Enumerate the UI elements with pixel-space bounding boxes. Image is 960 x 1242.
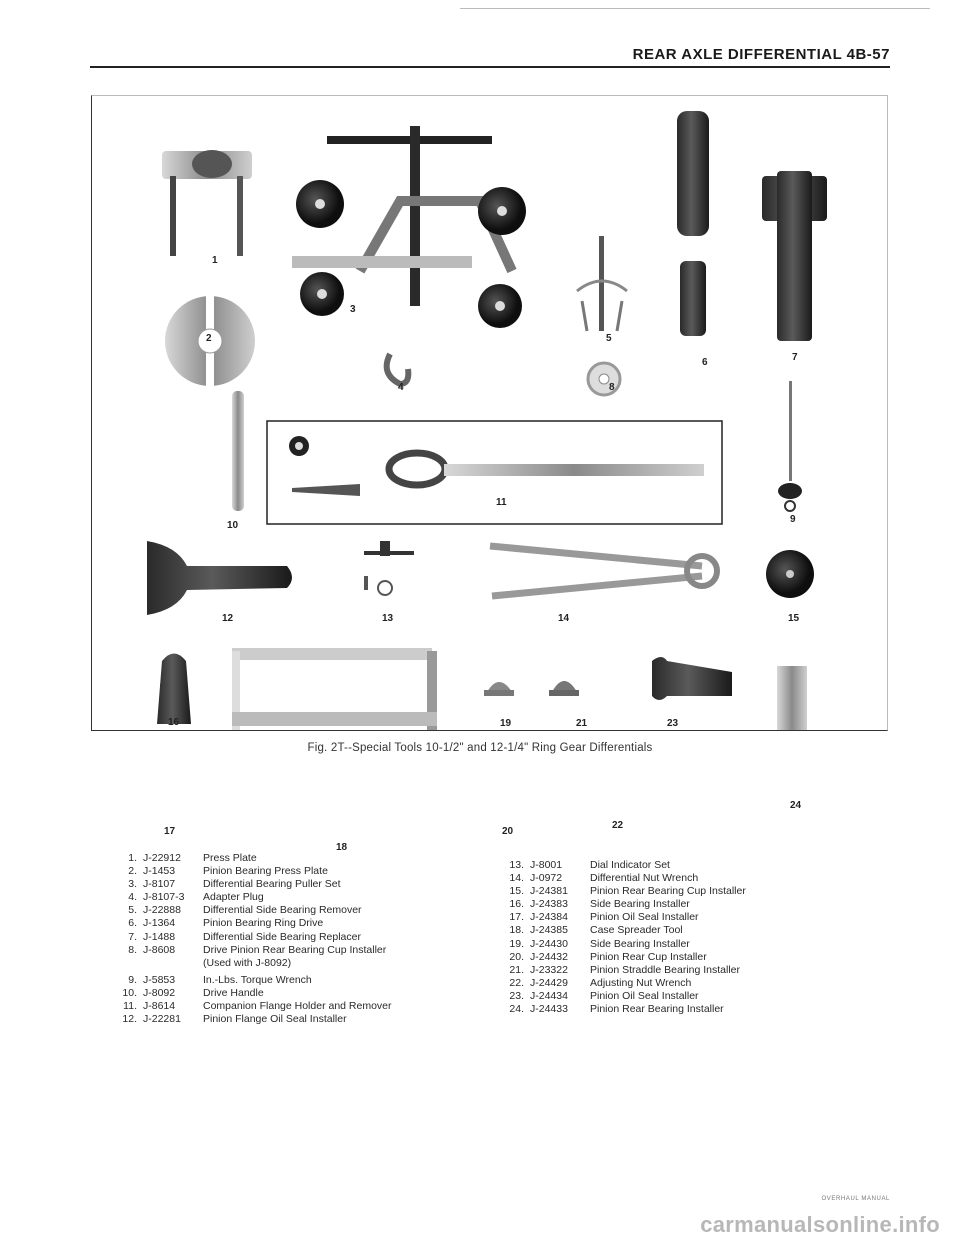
tool-12-seal-installer: [147, 541, 292, 615]
tool-15-cup-installer: [766, 550, 814, 598]
item-number: 17: [164, 826, 176, 837]
legend-left: [115, 852, 392, 1026]
manual-label: OVERHAUL MANUAL: [821, 1196, 890, 1202]
tool-3-puller-set: [292, 126, 526, 328]
tool-4-adapter-plug: [387, 354, 409, 384]
legend-row: 10. J-8092 Drive Handle: [122, 986, 264, 999]
item-number: 6: [702, 357, 708, 368]
legend-right: [502, 859, 746, 1016]
legend-row: (Used with J-8092): [203, 956, 292, 969]
item-number: 24: [790, 800, 802, 811]
legend-row: 12. J-22281 Pinion Flange Oil Seal Installer: [122, 1013, 347, 1026]
tool-19-side-bearing-installer: [484, 682, 514, 696]
item-number: 23: [667, 718, 679, 729]
legend-row: 2. J-1453 Pinion Bearing Press Plate: [128, 865, 328, 878]
item-number: 13: [382, 613, 394, 624]
legend-row: 17. J-24384 Pinion Oil Seal Installer: [509, 911, 699, 924]
legend-row: 4. J-8107-3 Adapter Plug: [128, 891, 264, 904]
legend-row: 24. J-24433 Pinion Rear Bearing Installer: [509, 1003, 724, 1016]
tool-17-seal-installer: [157, 654, 191, 725]
legend-row: 20. J-24432 Pinion Rear Cup Installer: [509, 950, 707, 963]
tool-11-flange-holder: [289, 436, 704, 496]
legend-row: 21. J-23322 Pinion Straddle Bearing Installer: [509, 963, 741, 976]
tool-14-nut-wrench: [490, 546, 717, 596]
legend-row: 23. J-24434 Pinion Oil Seal Installer: [509, 989, 699, 1002]
legend-row: 1. J-22912 Press Plate: [128, 852, 257, 864]
top-edge-rule: [460, 8, 930, 9]
item-number: 2: [206, 333, 212, 344]
running-header: REAR AXLE DIFFERENTIAL 4B-57: [632, 46, 890, 63]
tool-13-dial-indicator: [364, 541, 414, 595]
tool-24-bearing-installer: [777, 666, 807, 730]
tools-illustration: [92, 96, 887, 730]
item-number: 5: [606, 333, 612, 344]
figure-caption: Fig. 2T--Special Tools 10-1/2" and 12-1/4" Ring Gear Differentials: [307, 742, 653, 754]
legend-row: 9. J-5853 In.-Lbs. Torque Wrench: [128, 973, 312, 986]
item-number: 3: [350, 304, 356, 315]
header-rule: [90, 66, 890, 68]
item-number: 9: [790, 514, 796, 525]
tool-23-seal-installer: [652, 657, 732, 700]
item-number: 1: [212, 255, 218, 266]
legend-row: 22. J-24429 Adjusting Nut Wrench: [509, 976, 692, 989]
legend-row: 6. J-1364 Pinion Bearing Ring Drive: [128, 917, 324, 930]
legend-row: 13. J-8001 Dial Indicator Set: [509, 859, 670, 871]
item-number: 14: [558, 613, 570, 624]
item-number: 4: [398, 382, 404, 393]
tool-21-straddle-installer: [549, 681, 579, 696]
legend-row: 8. J-8608 Drive Pinion Rear Bearing Cup Installer: [128, 943, 387, 956]
item-number: 22: [612, 820, 624, 831]
tool-5-bearing-remover: [577, 236, 627, 331]
item-number: 12: [222, 613, 234, 624]
legend-row: 19. J-24430 Side Bearing Installer: [509, 937, 690, 950]
item-number: 21: [576, 718, 588, 729]
item-number: 19: [500, 718, 512, 729]
tool-18-case-spreader: [232, 648, 437, 730]
watermark: carmanualsonline.info: [700, 1212, 940, 1237]
item-number: 7: [792, 352, 798, 363]
tool-6-ring-drive: [677, 111, 709, 336]
item-number: 8: [609, 382, 615, 393]
tool-1-press-plate: [162, 150, 252, 256]
item-number: 11: [496, 497, 507, 508]
legend-row: 7. J-1488 Differential Side Bearing Replacer: [128, 930, 361, 943]
item-number: 10: [227, 520, 239, 531]
legend-row: 16. J-24383 Side Bearing Installer: [509, 898, 690, 911]
item-number: 20: [502, 826, 514, 837]
item-number: 16: [168, 717, 180, 728]
tool-9-torque-wrench: [778, 381, 802, 511]
legend-row: 14. J-0972 Differential Nut Wrench: [509, 872, 699, 885]
tool-10-drive-handle: [232, 391, 244, 511]
item-number: 15: [788, 613, 800, 624]
tool-8-cup-installer: [588, 363, 620, 395]
legend-row: 11. J-8614 Companion Flange Holder and Remover: [123, 1000, 392, 1013]
tool-7-bearing-replacer: [762, 171, 827, 341]
legend-row: 5. J-22888 Differential Side Bearing Remover: [128, 904, 362, 917]
legend-row: 18. J-24385 Case Spreader Tool: [509, 924, 683, 937]
legend-row: 3. J-8107 Differential Bearing Puller Set: [128, 878, 341, 891]
legend-row: 15. J-24381 Pinion Rear Bearing Cup Installer: [509, 885, 746, 898]
item-number: 18: [336, 842, 348, 853]
